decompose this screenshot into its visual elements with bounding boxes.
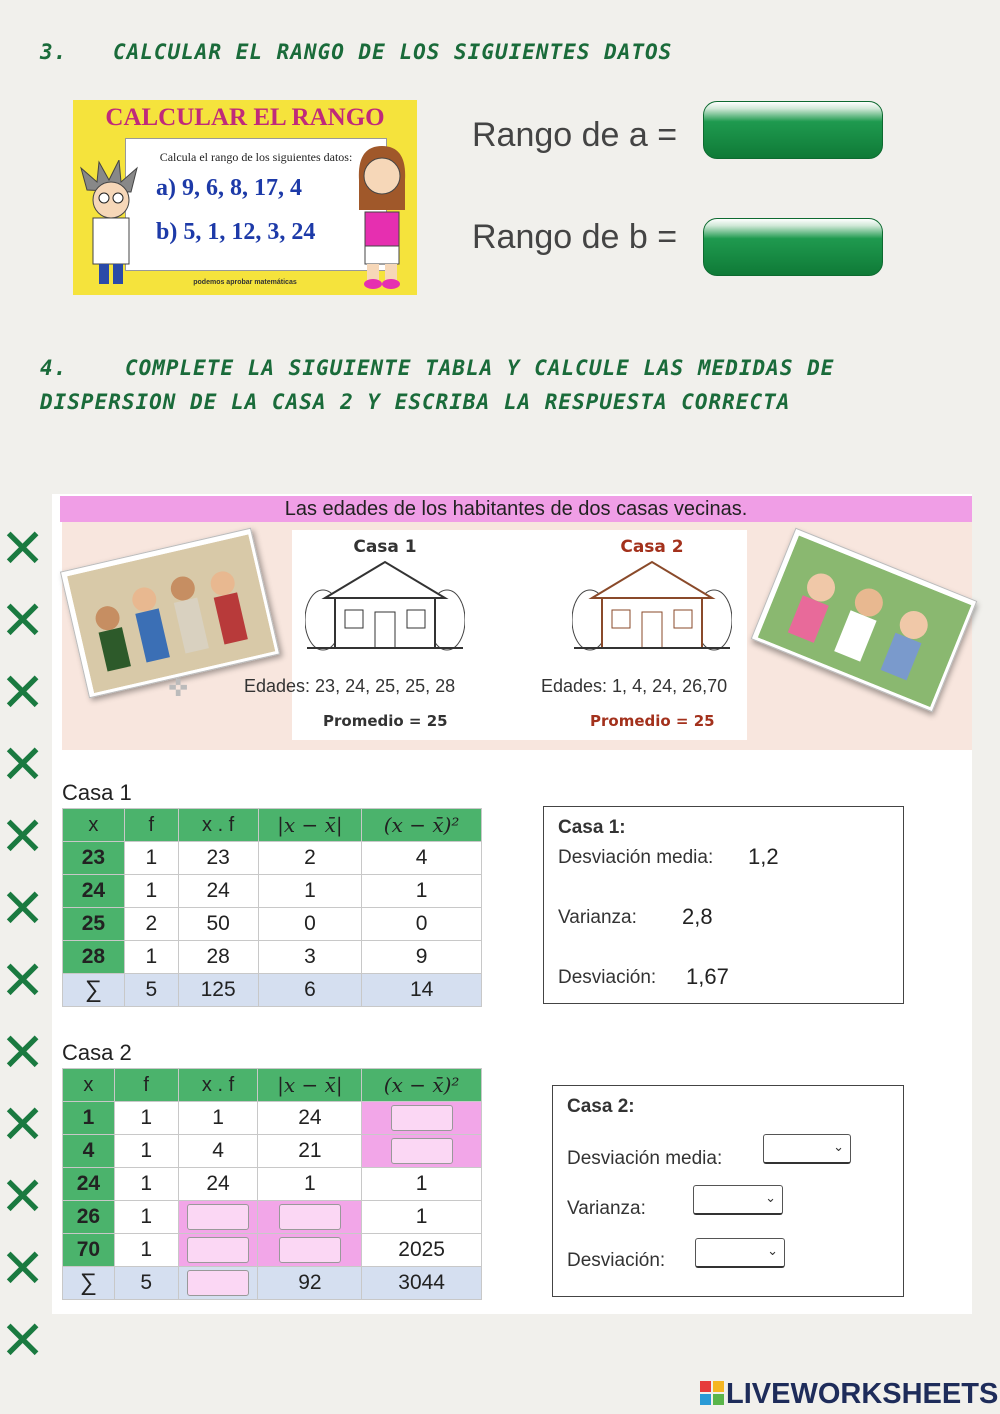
table-row	[63, 908, 482, 941]
cross-icon: ✕	[0, 877, 46, 940]
answer-input[interactable]	[279, 1204, 341, 1230]
cell: 0	[258, 908, 362, 941]
chevron-down-icon: ⌄	[765, 1190, 776, 1205]
girl-cartoon-icon	[349, 140, 415, 290]
cell: 28	[63, 941, 125, 974]
varianza-select[interactable]	[693, 1185, 783, 1215]
table-row	[63, 1135, 482, 1168]
answer-input[interactable]	[187, 1237, 249, 1263]
casa-1-results	[543, 806, 904, 1004]
section-4-heading-line1	[40, 356, 834, 380]
casa-2-promedio: Promedio = 25	[590, 712, 715, 730]
cross-icon: ✕	[0, 1309, 46, 1372]
calcular-rango-image	[73, 100, 417, 295]
answer-input[interactable]	[391, 1138, 453, 1164]
cell: 4	[63, 1135, 115, 1168]
section-4-text-line1: COMPLETE LA SIGUIENTE TABLA Y CALCULE LAS MEDIDAS DE	[124, 356, 835, 380]
cross-icon: ✕	[0, 517, 46, 580]
rango-image-title: CALCULAR EL RANGO	[105, 104, 385, 131]
casa-1-title: Casa 1	[353, 537, 417, 557]
casa-1-edades: Edades: 23, 24, 25, 25, 28	[244, 676, 456, 696]
cross-icon: ✕	[0, 1165, 46, 1228]
plus-cursor-icon: ✜	[168, 674, 189, 702]
cell: 125	[178, 974, 258, 1007]
cross-icon: ✕	[0, 1237, 46, 1300]
cell: 24	[178, 875, 258, 908]
sum-icon: ∑	[63, 974, 125, 1007]
table-1-header: |x − x̄|	[258, 809, 362, 842]
cell: 1	[178, 1102, 258, 1135]
house-2-icon	[572, 560, 732, 652]
rango-line-a: a) 9, 6, 8, 17, 4	[156, 175, 302, 201]
section-3-number: 3.	[40, 40, 68, 64]
cell: 2025	[362, 1234, 482, 1267]
cell: 28	[178, 941, 258, 974]
casa-2-edades: Edades: 1, 4, 24, 26,70	[541, 676, 728, 696]
cell: 24	[178, 1168, 258, 1201]
table-sum-row	[63, 974, 482, 1007]
cross-icon: ✕	[0, 1021, 46, 1084]
cell: 92	[258, 1267, 362, 1300]
logo-text: LIVEWORKSHEETS	[726, 1378, 999, 1410]
rango-line-b: b) 5, 1, 12, 3, 24	[156, 219, 316, 245]
answer-input[interactable]	[187, 1270, 249, 1296]
professor-cartoon-icon	[79, 160, 143, 290]
cell: 23	[178, 842, 258, 875]
cell: 70	[63, 1234, 115, 1267]
answer-input[interactable]	[391, 1105, 453, 1131]
section-4-text-line2: DISPERSION DE LA CASA 2 Y ESCRIBA LA RESPUESTA CORRECTA	[40, 390, 791, 414]
cell: 24	[63, 1168, 115, 1201]
rango-a-input[interactable]	[703, 101, 883, 159]
cell: 1	[114, 1201, 178, 1234]
cell: 5	[124, 974, 178, 1007]
cross-icon: ✕	[0, 661, 46, 724]
table-row	[63, 1168, 482, 1201]
casa-1-results-title: Casa 1:	[558, 817, 626, 838]
table-1	[62, 808, 482, 1007]
varianza-label: Varianza:	[567, 1198, 646, 1219]
rango-instruction: Calcula el rango de los siguientes datos:	[159, 150, 353, 164]
liveworksheets-logo-icon	[700, 1381, 724, 1405]
cell: 26	[63, 1201, 115, 1234]
cross-icon: ✕	[0, 733, 46, 796]
cross-icon: ✕	[0, 1093, 46, 1156]
cell: 0	[362, 908, 482, 941]
table-2-header: x . f	[178, 1069, 258, 1102]
varianza-value: 2,8	[682, 904, 713, 929]
cell: 1	[258, 1168, 362, 1201]
chevron-down-icon: ⌄	[767, 1243, 778, 1258]
desviacion-label: Desviación:	[567, 1250, 666, 1271]
cell: 50	[178, 908, 258, 941]
desviacion-select[interactable]	[695, 1238, 785, 1268]
cell: 1	[124, 941, 178, 974]
cell: 4	[178, 1135, 258, 1168]
scene-banner: Las edades de los habitantes de dos casas vecinas.	[60, 496, 972, 522]
cell: 9	[362, 941, 482, 974]
table-row	[63, 875, 482, 908]
answer-input[interactable]	[187, 1204, 249, 1230]
cell: 3	[258, 941, 362, 974]
desv-media-label: Desviación media:	[567, 1148, 723, 1169]
cross-icon: ✕	[0, 949, 46, 1012]
answer-cell	[178, 1234, 258, 1267]
casa-2-title: Casa 2	[620, 537, 684, 557]
table-1-header: x . f	[178, 809, 258, 842]
desv-media-label: Desviación media:	[558, 847, 714, 868]
table-2-header: f	[114, 1069, 178, 1102]
cell: 1	[362, 875, 482, 908]
answer-cell	[258, 1234, 362, 1267]
cell: 2	[124, 908, 178, 941]
cell: 24	[63, 875, 125, 908]
table-row	[63, 842, 482, 875]
cell: 6	[258, 974, 362, 1007]
casa-2-results	[552, 1085, 904, 1297]
answer-cell	[362, 1102, 482, 1135]
cell: 2	[258, 842, 362, 875]
cell: 1	[362, 1168, 482, 1201]
table-1-header: (x − x̄)²	[362, 809, 482, 842]
table-1-header: x	[63, 809, 125, 842]
chevron-down-icon: ⌄	[833, 1139, 844, 1154]
answer-cell	[178, 1201, 258, 1234]
answer-cell	[362, 1135, 482, 1168]
rango-b-label: Rango de b =	[472, 218, 678, 256]
section-3-text: CALCULAR EL RANGO DE LOS SIGUIENTES DATOS	[112, 40, 673, 64]
cell: 4	[362, 842, 482, 875]
table-row	[63, 1102, 482, 1135]
cell: 1	[124, 875, 178, 908]
answer-input[interactable]	[279, 1237, 341, 1263]
cell: 3044	[362, 1267, 482, 1300]
casa-1-promedio: Promedio = 25	[323, 712, 448, 730]
sum-icon: ∑	[63, 1267, 115, 1300]
rango-footer: podemos aprobar matemáticas	[193, 279, 297, 286]
desviacion-label: Desviación:	[558, 967, 657, 988]
answer-cell	[178, 1267, 258, 1300]
cell: 1	[362, 1201, 482, 1234]
table-row	[63, 1201, 482, 1234]
rango-a-label: Rango de a =	[472, 116, 678, 154]
varianza-label: Varianza:	[558, 907, 637, 928]
house-1-icon	[305, 560, 465, 652]
answer-cell	[258, 1201, 362, 1234]
table-sum-row	[63, 1267, 482, 1300]
cell: 23	[63, 842, 125, 875]
cell: 14	[362, 974, 482, 1007]
table-row	[63, 941, 482, 974]
table-2	[62, 1068, 482, 1300]
cell: 21	[258, 1135, 362, 1168]
cell: 24	[258, 1102, 362, 1135]
casa-2-results-title: Casa 2:	[567, 1096, 635, 1117]
cell: 1	[114, 1234, 178, 1267]
cross-icon: ✕	[0, 805, 46, 868]
table-2-label: Casa 2	[62, 1040, 132, 1065]
cell: 1	[114, 1168, 178, 1201]
table-1-label: Casa 1	[62, 780, 132, 805]
section-3-heading	[40, 40, 672, 64]
cross-icon: ✕	[0, 589, 46, 652]
liveworksheets-logo	[700, 1378, 998, 1411]
cell: 1	[124, 842, 178, 875]
cell: 5	[114, 1267, 178, 1300]
table-2-header: x	[63, 1069, 115, 1102]
section-4-number: 4.	[40, 356, 68, 380]
cell: 1	[258, 875, 362, 908]
desv-media-value: 1,2	[748, 844, 779, 869]
rango-b-input[interactable]	[703, 218, 883, 276]
cell: 1	[114, 1102, 178, 1135]
rango-board	[125, 138, 387, 271]
cell: 25	[63, 908, 125, 941]
table-row	[63, 1234, 482, 1267]
cell: 1	[114, 1135, 178, 1168]
cell: 1	[63, 1102, 115, 1135]
desv-media-select[interactable]	[763, 1134, 851, 1164]
table-2-header: (x − x̄)²	[362, 1069, 482, 1102]
table-2-header: |x − x̄|	[258, 1069, 362, 1102]
desviacion-value: 1,67	[686, 964, 729, 989]
table-1-header: f	[124, 809, 178, 842]
